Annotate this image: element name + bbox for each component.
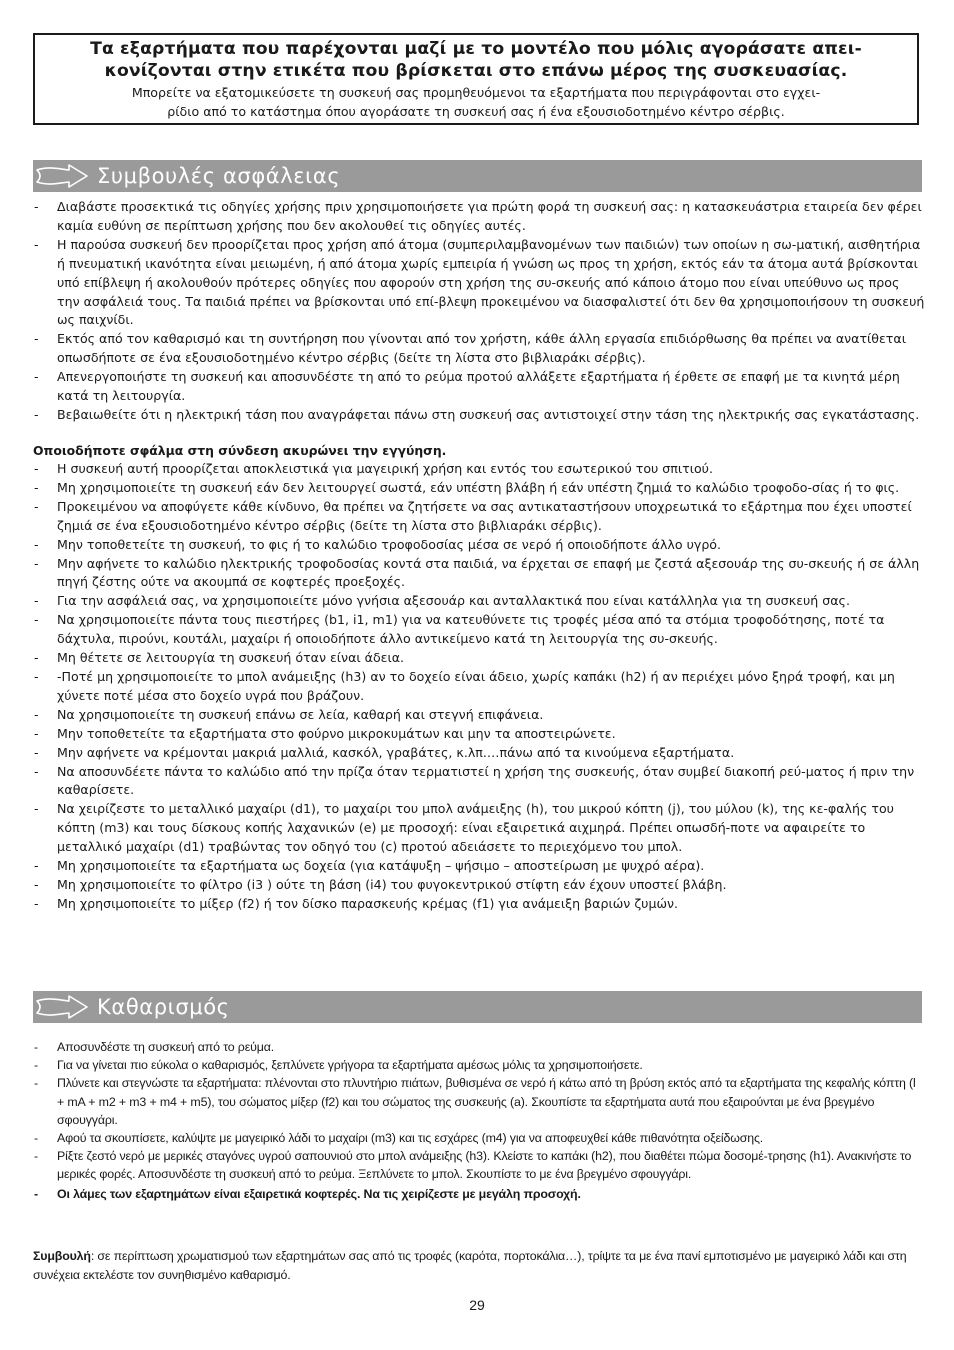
safety-item: - Να χειρίζεστε το μεταλλικό μαχαίρι (d1), το μαχαίρι του μπολ ανάμειξης (h), του μικρού κόπτη (j), του μύλου (k), της κε-φαλής του κόπτη (m3) και τους δίσκους κοπής λαχανικών (e) με προσοχή: είναι εξαιρετικά αιχμηρά. Πρέπει οπωσδή-ποτε να αφαιρείτε το μεταλλικό μαχαίρι (d1) τραβώντας τον οδηγό του (c) προτού αδειάσετε το περιεχόμενο του μπολ. [33,800,925,857]
safety-item: - Μη χρησιμοποιείτε το φίλτρο (i3 ) ούτε τη βάση (i4) του φυγοκεντρικού στίφτη εάν έχουν υποστεί βλάβη. [33,876,925,895]
arrow-right-icon [33,160,91,192]
safety-list-part1 [33,198,925,425]
cleaning-item: - Αποσυνδέστε τη συσκευή από το ρεύμα. [33,1038,925,1056]
safety-list-part2 [33,460,925,914]
safety-item: - Μην τοποθετείτε τη συσκευή, το φις ή το καλώδιο τροφοδοσίας μέσα σε νερό ή οποιοδήποτε άλλο υγρό. [33,536,925,555]
accessories-notice [33,33,919,125]
notice-body-line1: Μπορείτε να εξατομικεύσετε τη συσκευή σας προμηθευόμενοι τα εξαρτήματα που περιγράφονται στο εγχει- [131,85,821,100]
cleaning-item: - Αφού τα σκουπίσετε, καλύψτε με μαγειρικό λάδι το μαχαίρι (m3) και τις εσχάρες (m4) για να αποφευχθεί κάθε πιθανότητα οξείδωσης. [33,1129,925,1147]
safety-item: - Η παρούσα συσκευή δεν προορίζεται προς χρήση από άτομα (συμπεριλαμβανομένων των παιδιών) των οποίων η σω-ματική, αισθητήρια ή πνευματική ικανότητα είναι μειωμένη, ή από άτομα χωρίς εμπειρία ή γνώση ως προς τη χρήση, εκτός εάν τα άτομα αυτά βρίσκονται υπό επίβλεψη ή ακολουθούν πρότερες οδηγίες που αφορούν στη χρήση της συ-σκευής από κάποιο άτομο που είναι υπεύθυνο ως προς την ασφάλειά τους. Τα παιδιά πρέπει να βρίσκονται υπό επί-βλεψη προκειμένου να διασφαλιστεί ότι δεν θα χρησιμοποιήσουν τη συσκευή ως παιχνίδι. [33,236,925,331]
safety-item: - Μη χρησιμοποιείτε το μίξερ (f2) ή τον δίσκο παρασκευής κρέμας (f1) για ανάμειξη βαριών ζυμών. [33,895,925,914]
safety-section-header [33,160,922,192]
safety-item: - Μην αφήνετε το καλώδιο ηλεκτρικής τροφοδοσίας κοντά στα παιδιά, να έρχεται σε επαφή με ζεστά αξεσουάρ της συ-σκευής ή σε άλλη πηγή ζέστης ούτε να ακουμπά σε κοφτερές προεξοχές. [33,555,925,593]
tip-text: : σε περίπτωση χρωματισμού των εξαρτημάτων σας από τις τροφές (καρότα, πορτοκάλια…), τρίψτε τα με ένα πανί εμποτισμένο με μαγειρικό λάδι και στη συνέχεια εκτελέστε τον συνηθισμένο καθαρισμό. [33,1249,907,1282]
cleaning-item: - Πλύνετε και στεγνώστε τα εξαρτήματα: πλένονται στο πλυντήριο πιάτων, βυθισμένα σε νερό ή κάτω από τη βρύση εκτός από τα εξαρτήματα της κεφαλής κόπτη (l + mA + m2 + m3 + m4 + m5), του σώματος μίξερ (f2) και του σώματος της συσκευής (a). Σκουπίστε τα εξαρτήματα αυτά που εξαιρούνται με ένα βρεγμένο σφουγγάρι. [33,1074,925,1129]
page-number: 29 [469,1297,485,1313]
safety-item: - Μη χρησιμοποιείτε τα εξαρτήματα ως δοχεία (για κατάψυξη – ψήσιμο – αποστείρωση με ψυχρό αέρα). [33,857,925,876]
safety-item: - Απενεργοποιήστε τη συσκευή και αποσυνδέστε τη από το ρεύμα προτού αλλάξετε εξαρτήματα ή έρθετε σε επαφή με τα κινητά μέρη κατά τη λειτουργία. [33,368,925,406]
safety-item: - Να χρησιμοποιείτε πάντα τους πιεστήρες (b1, i1, m1) για να κατευθύνετε τις τροφές μέσα από τα στόμια τροφοδότησης, ποτέ τα δάχτυλα, πιρούνι, κουτάλι, μαχαίρι ή οποιοδήποτε άλλο αντικείμενο κατά τη λειτουργία της συ-σκευής. [33,611,925,649]
safety-item: - Προκειμένου να αποφύγετε κάθε κίνδυνο, θα πρέπει να ζητήσετε να σας αντικαταστήσουν υποχρεωτικά το εξάρτημα που έχει υποστεί ζημιά σε ένα εξουσιοδοτημένο κέντρο σέρβις (δείτε τη λίστα στο βιβλιαράκι σέρβις). [33,498,925,536]
safety-item: - Μην τοποθετείτε τα εξαρτήματα στο φούρνο μικροκυμάτων και μην τα αποστειρώνετε. [33,725,925,744]
safety-item: - Μη χρησιμοποιείτε τη συσκευή εάν δεν λειτουργεί σωστά, εάν υπέστη βλάβη ή εάν υπέστη ζημιά το καλώδιο τροφοδο-σίας ή το φις. [33,479,925,498]
cleaning-section-header [33,991,922,1023]
notice-body-line2: ρίδιο από το κατάστημα όπου αγοράσατε τη συσκευή σας ή ένα εξουσιοδοτημένο κέντρο σέρβις. [167,104,785,119]
arrow-right-icon [33,991,91,1023]
connection-warning: Οποιοδήποτε σφάλμα στη σύνδεση ακυρώνει την εγγύηση. [33,443,447,458]
cleaning-item: - Ρίξτε ζεστό νερό με μερικές σταγόνες υγρού σαπουνιού στο μπολ ανάμειξης (h3). Κλείστε το καπάκι (h2), που διαθέτει πώμα δοσομέ-τρησης (h1). Ανακινήστε το μερικές φορές. Αποσυνδέστε τη συσκευή από το ρεύμα. Ξεπλύνετε το μπολ. Σκουπίστε το με ένα βρεγμένο σφουγγάρι. [33,1147,925,1183]
safety-item: - -Ποτέ μη χρησιμοποιείτε το μπολ ανάμειξης (h3) αν το δοχείο είναι άδειο, χωρίς καπάκι (h2) ή αν περιέχει μόνο ξηρά τροφή, και μη χύνετε ποτέ μέσα στο δοχείο υγρά που βράζουν. [33,668,925,706]
safety-item: - Διαβάστε προσεκτικά τις οδηγίες χρήσης πριν χρησιμοποιήσετε για πρώτη φορά τη συσκευή σας: η κατασκευάστρια εταιρεία δεν φέρει καμία ευθύνη σε περίπτωση χρήσης που δεν ακολουθεί τις οδηγίες αυτές. [33,198,925,236]
safety-item: - Μην αφήνετε να κρέμονται μακριά μαλλιά, κασκόλ, γραβάτες, κ.λπ.…πάνω από τα κινούμενα εξαρτήματα. [33,744,925,763]
tip-label: Συμβουλή [33,1249,91,1263]
cleaning-list [33,1038,925,1203]
safety-item: - Μη θέτετε σε λειτουργία τη συσκευή όταν είναι άδεια. [33,649,925,668]
cleaning-title: Καθαρισμός [97,995,230,1019]
blade-warning-item: - Οι λάμες των εξαρτημάτων είναι εξαιρετικά κοφτερές. Να τις χειρίζεστε με μεγάλη προσοχή. [33,1185,925,1203]
safety-title: Συμβουλές ασφάλειας [97,164,341,188]
safety-item: - Εκτός από τον καθαρισμό και τη συντήρηση που γίνονται από τον χρήστη, κάθε άλλη εργασία επιδιόρθωσης θα πρέπει να ανατίθεται οπωσδήποτε σε ένα εξουσιοδοτημένο κέντρο σέρβις (δείτε τη λίστα στο βιβλιαράκι σέρβις). [33,330,925,368]
safety-item: - Να χρησιμοποιείτε τη συσκευή επάνω σε λεία, καθαρή και στεγνή επιφάνεια. [33,706,925,725]
safety-item: - Για την ασφάλειά σας, να χρησιμοποιείτε μόνο γνήσια αξεσουάρ και ανταλλακτικά που είναι κατάλληλα για τη συσκευή σας. [33,592,925,611]
safety-item: - Βεβαιωθείτε ότι η ηλεκτρική τάση που αναγράφεται πάνω στη συσκευή σας αντιστοιχεί στην τάση της ηλεκτρικής σας εγκατάστασης. [33,406,925,425]
safety-item: - Η συσκευή αυτή προορίζεται αποκλειστικά για μαγειρική χρήση και εντός του εσωτερικού του σπιτιού. [33,460,925,479]
safety-item: - Να αποσυνδέετε πάντα το καλώδιο από την πρίζα όταν τερματιστεί η χρήση της συσκευής, όταν συμβεί διακοπή ρεύ-ματος ή πριν την καθαρίσετε. [33,763,925,801]
notice-title-line2: κονίζονται στην ετικέτα που βρίσκεται στο επάνω μέρος της συσκευασίας. [104,61,848,81]
cleaning-item: - Για να γίνεται πιο εύκολα ο καθαρισμός, ξεπλύνετε γρήγορα τα εξαρτήματα αμέσως μόλις τα χρησιμοποιήσετε. [33,1056,925,1074]
cleaning-tip [33,1247,923,1284]
notice-title-line1: Τα εξαρτήματα που παρέχονται μαζί με το μοντέλο που μόλις αγοράσατε απει- [90,39,862,59]
